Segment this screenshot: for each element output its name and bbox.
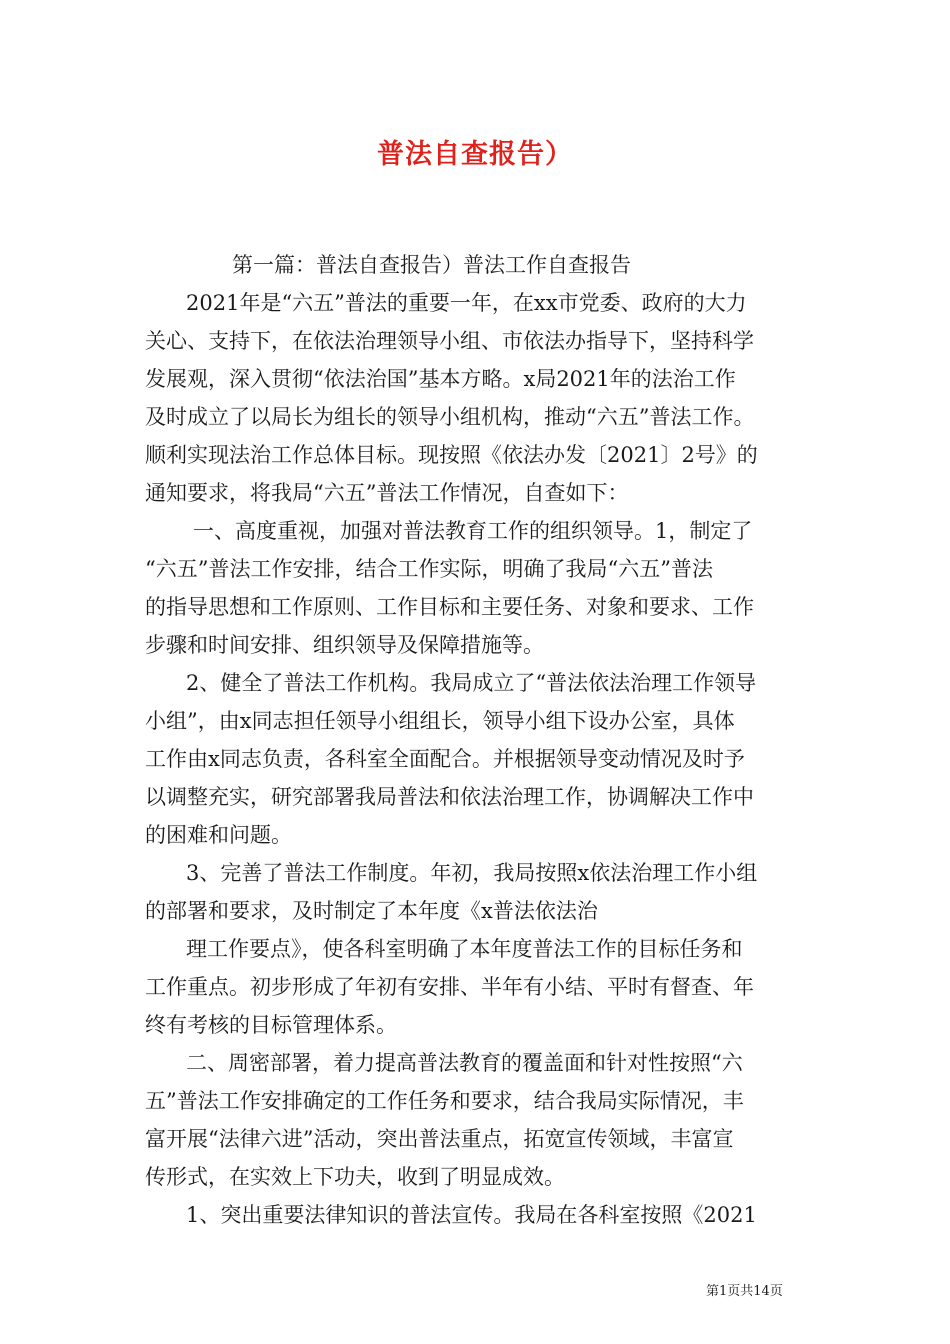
paragraph-line: 一、高度重视，加强对普法教育工作的组织领导。1，制定了 — [193, 519, 753, 543]
paragraph-line: 工作重点。初步形成了年初有安排、半年有小结、平时有督查、年 — [145, 975, 754, 999]
paragraph-line: 关心、支持下，在依法治理领导小组、市依法办指导下，坚持科学 — [145, 329, 754, 353]
paragraph-line: 3、完善了普法工作制度。年初，我局按照x依法治理工作小组 — [186, 861, 758, 885]
paragraph-line: 工作由x同志负责，各科室全面配合。并根据领导变动情况及时予 — [145, 747, 745, 771]
paragraph-line: 步骤和时间安排、组织领导及保障措施等。 — [145, 633, 544, 657]
paragraph-line: “六五”普法工作安排，结合工作实际，明确了我局“六五”普法 — [145, 557, 713, 581]
paragraph-line: 的部署和要求，及时制定了本年度《x普法依法治 — [145, 899, 598, 923]
section-heading: 第一篇：普法自查报告）普法工作自查报告 — [232, 253, 631, 277]
paragraph-line: 顺利实现法治工作总体目标。现按照《依法办发〔2021〕2号》的 — [145, 443, 758, 467]
paragraph-line: 的困难和问题。 — [145, 823, 292, 847]
paragraph-line: 1、突出重要法律知识的普法宣传。我局在各科室按照《2021 — [186, 1203, 757, 1227]
paragraph-line: 发展观，深入贯彻“依法治国”基本方略。x局2021年的法治工作 — [145, 367, 736, 391]
page-number: 第1页共14页 — [706, 1284, 783, 1299]
page-title: 普法自查报告） — [377, 139, 573, 170]
paragraph-line: 2021年是“六五”普法的重要一年，在xx市党委、政府的大力 — [186, 291, 747, 315]
paragraph-line: 及时成立了以局长为组长的领导小组机构，推动“六五”普法工作。 — [145, 405, 755, 429]
paragraph-line: 2、健全了普法工作机构。我局成立了“普法依法治理工作领导 — [186, 671, 757, 695]
paragraph-line: 二、周密部署，着力提高普法教育的覆盖面和针对性按照“六 — [186, 1051, 743, 1075]
paragraph-line: 富开展“法律六进”活动，突出普法重点，拓宽宣传领域，丰富宣 — [145, 1127, 734, 1151]
paragraph-line: 小组”，由x同志担任领导小组组长，领导小组下设办公室，具体 — [145, 709, 735, 733]
paragraph-line: 传形式，在实效上下功夫，收到了明显成效。 — [145, 1165, 565, 1189]
paragraph-line: 以调整充实，研究部署我局普法和依法治理工作，协调解决工作中 — [145, 785, 754, 809]
paragraph-line: 理工作要点》，使各科室明确了本年度普法工作的目标任务和 — [186, 937, 743, 961]
paragraph-line: 终有考核的目标管理体系。 — [145, 1013, 397, 1037]
paragraph-line: 通知要求，将我局“六五”普法工作情况，自查如下： — [145, 481, 629, 505]
paragraph-line: 五”普法工作安排确定的工作任务和要求，结合我局实际情况，丰 — [145, 1089, 744, 1113]
paragraph-line: 的指导思想和工作原则、工作目标和主要任务、对象和要求、工作 — [145, 595, 754, 619]
